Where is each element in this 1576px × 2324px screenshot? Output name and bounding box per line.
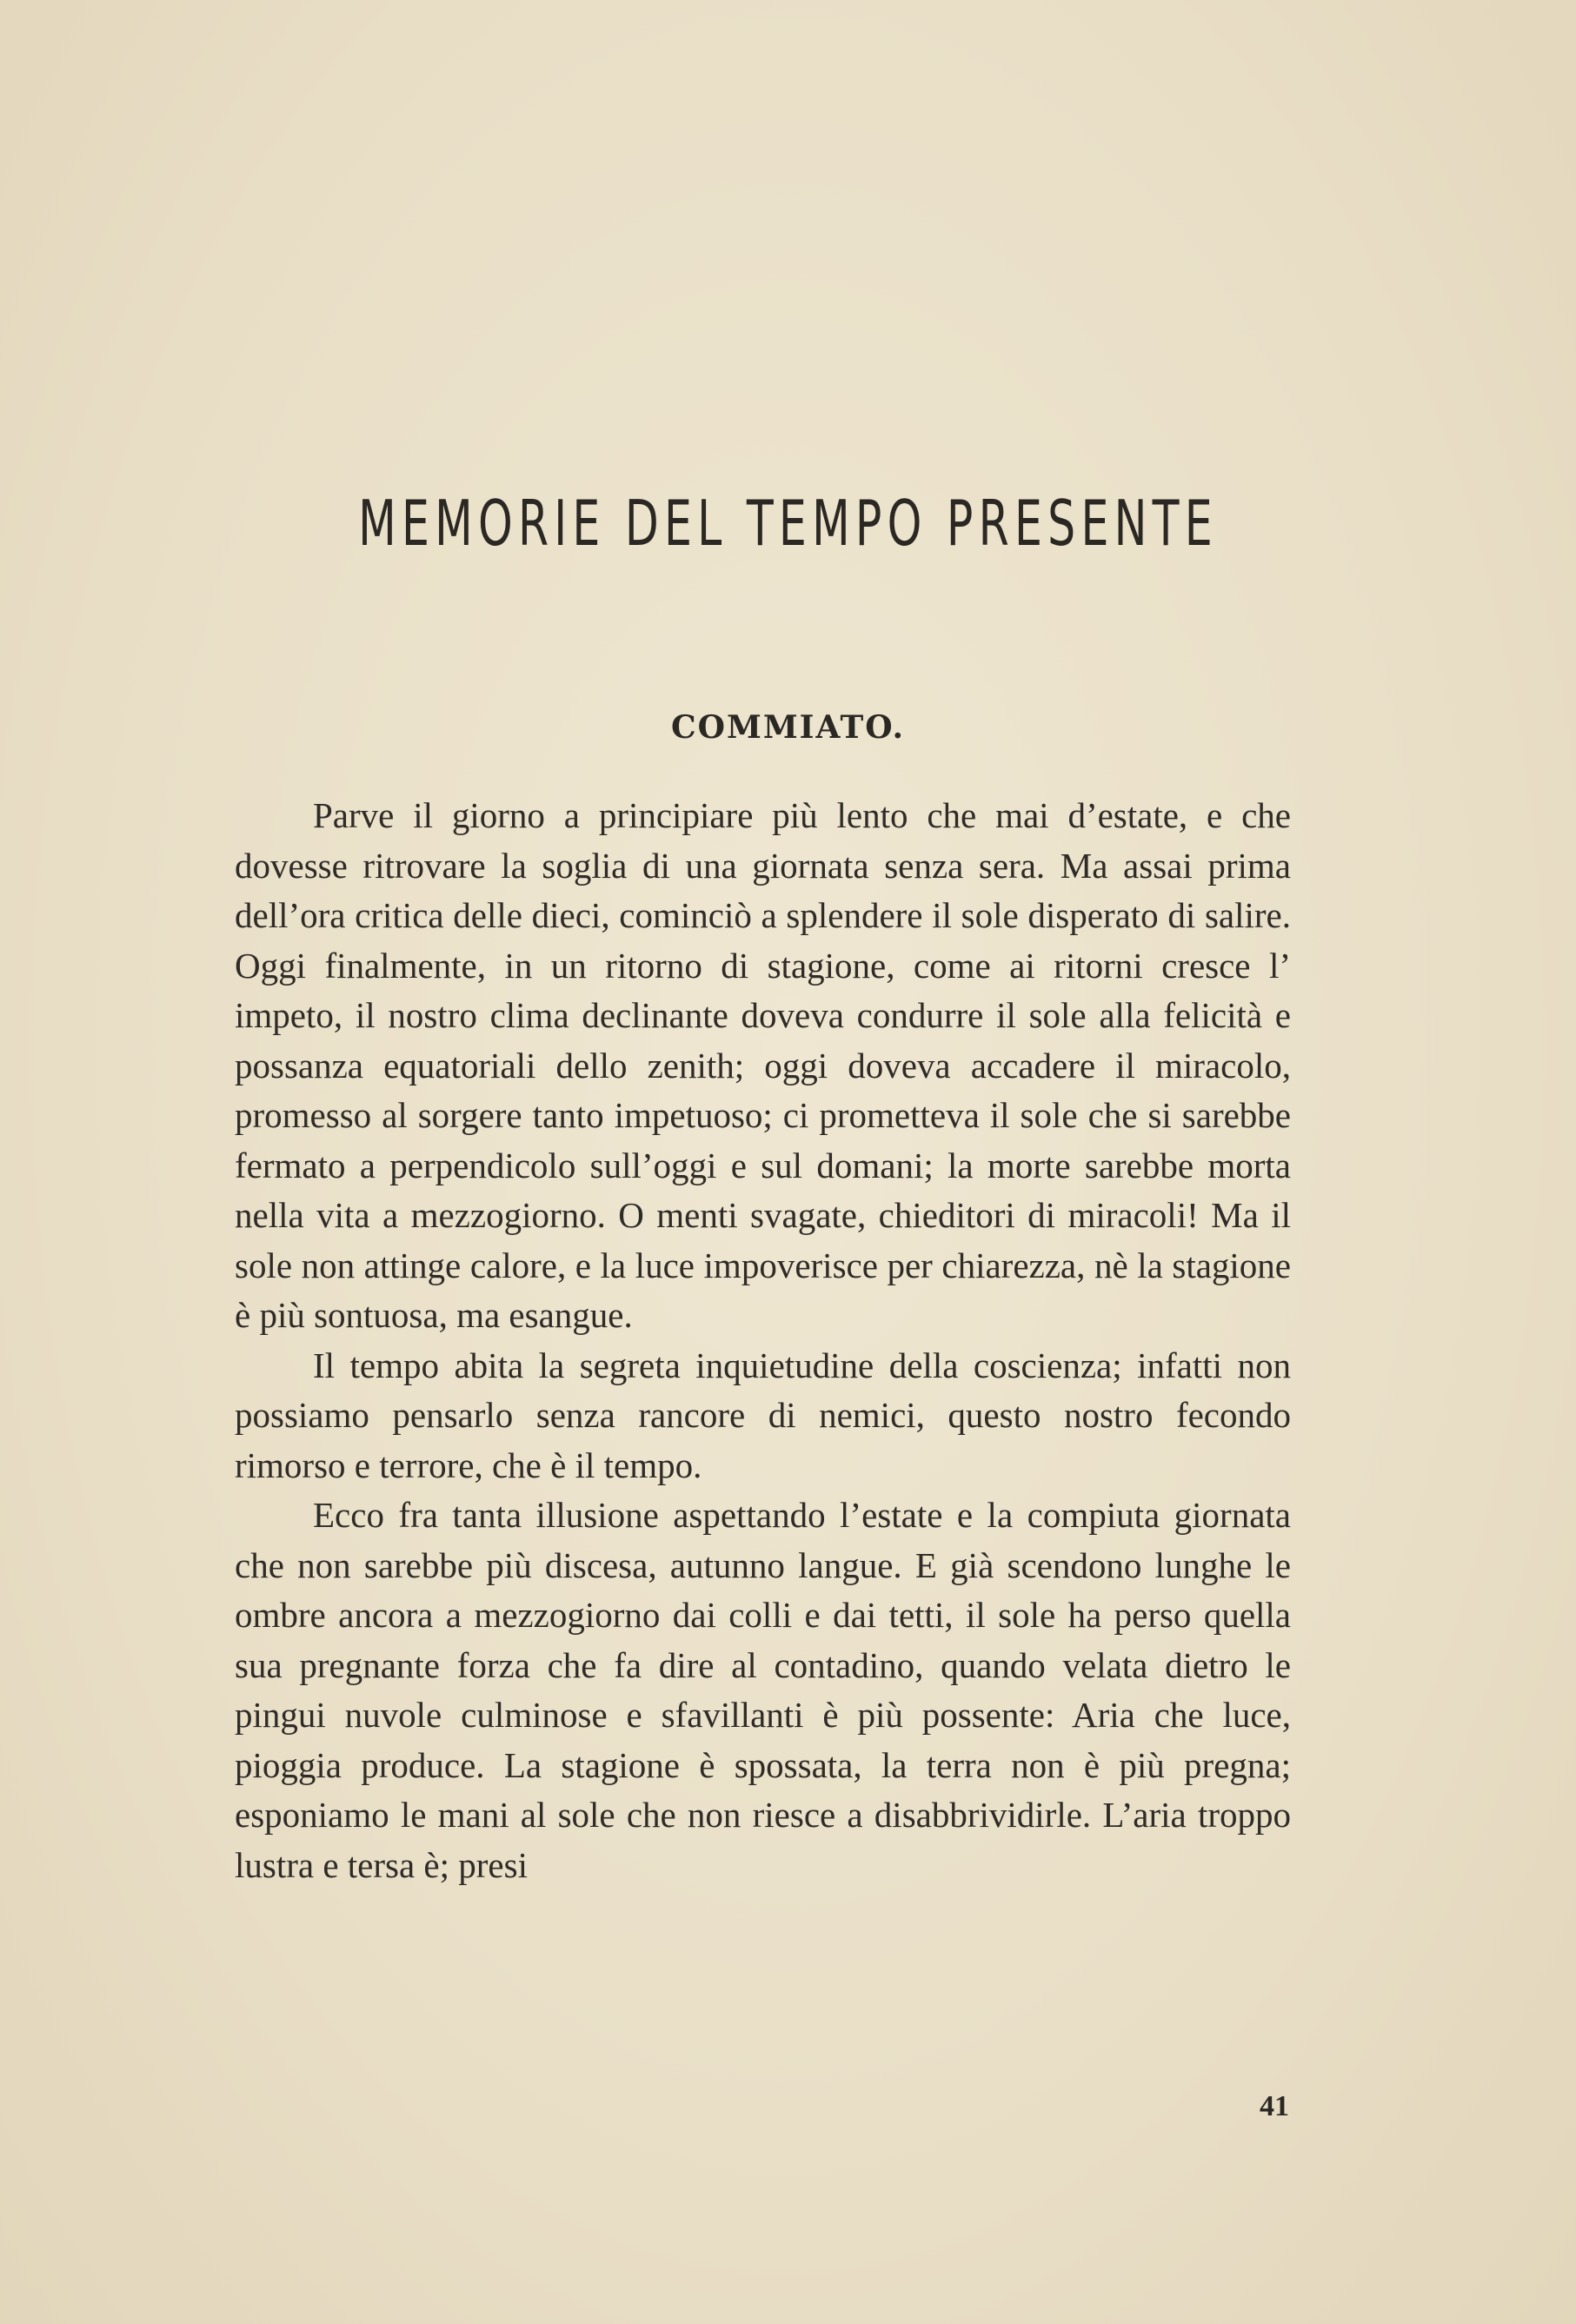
page-number: 41 — [1260, 2090, 1289, 2122]
paragraph-1: Parve il giorno a principiare più lento che mai d’estate, e che dovesse ritrovare la soglia di una giornata senza sera. Ma assai prima dell’ora critica delle dieci, cominciò a splendere il sole disperato di salire. Oggi finalmente, in un ritorno di stagione, come ai ritorni cresce l’ impeto, il nostro clima declinante doveva condurre il sole alla felicità e possanza equatoriali dello zenith; oggi doveva accadere il miracolo, promesso al sorgere tanto impetuoso; ci prometteva il sole che si sarebbe fermato a perpendicolo sull’oggi e sul domani; la morte sarebbe morta nella vita a mezzogiorno. O menti svagate, chieditori di miracoli! Ma il sole non attinge calore, e la luce impoverisce per chiarezza, nè la stagione è più sontuosa, ma esangue. — [235, 795, 1291, 1335]
paragraph-2: Il tempo abita la segreta inquietudine della coscienza; infatti non possiamo pensarlo senza rancore di nemici, questo nostro fecondo rimorso e terrore, che è il tempo. — [235, 1345, 1291, 1485]
paragraph-3: Ecco fra tanta illusione aspettando l’estate e la compiuta giornata che non sarebbe più discesa, autunno langue. E già scendono lunghe le ombre ancora a mezzogiorno dai colli e dai tetti, il sole ha perso quella sua pregnante forza che fa dire al contadino, quando velata dietro le pingui nuvole culminose e sfavillanti è più possente: Aria che luce, pioggia produce. La stagione è spossata, la terra non è più pregna; esponiamo le mani al sole che non riesce a disabbrividirle. L’aria troppo lustra e tersa è; presi — [235, 1495, 1291, 1885]
body-text — [235, 791, 1291, 1890]
section-heading: MEMORIE DEL TEMPO PRESENTE — [358, 487, 1218, 560]
chapter-title: COMMIATO. — [670, 709, 906, 746]
